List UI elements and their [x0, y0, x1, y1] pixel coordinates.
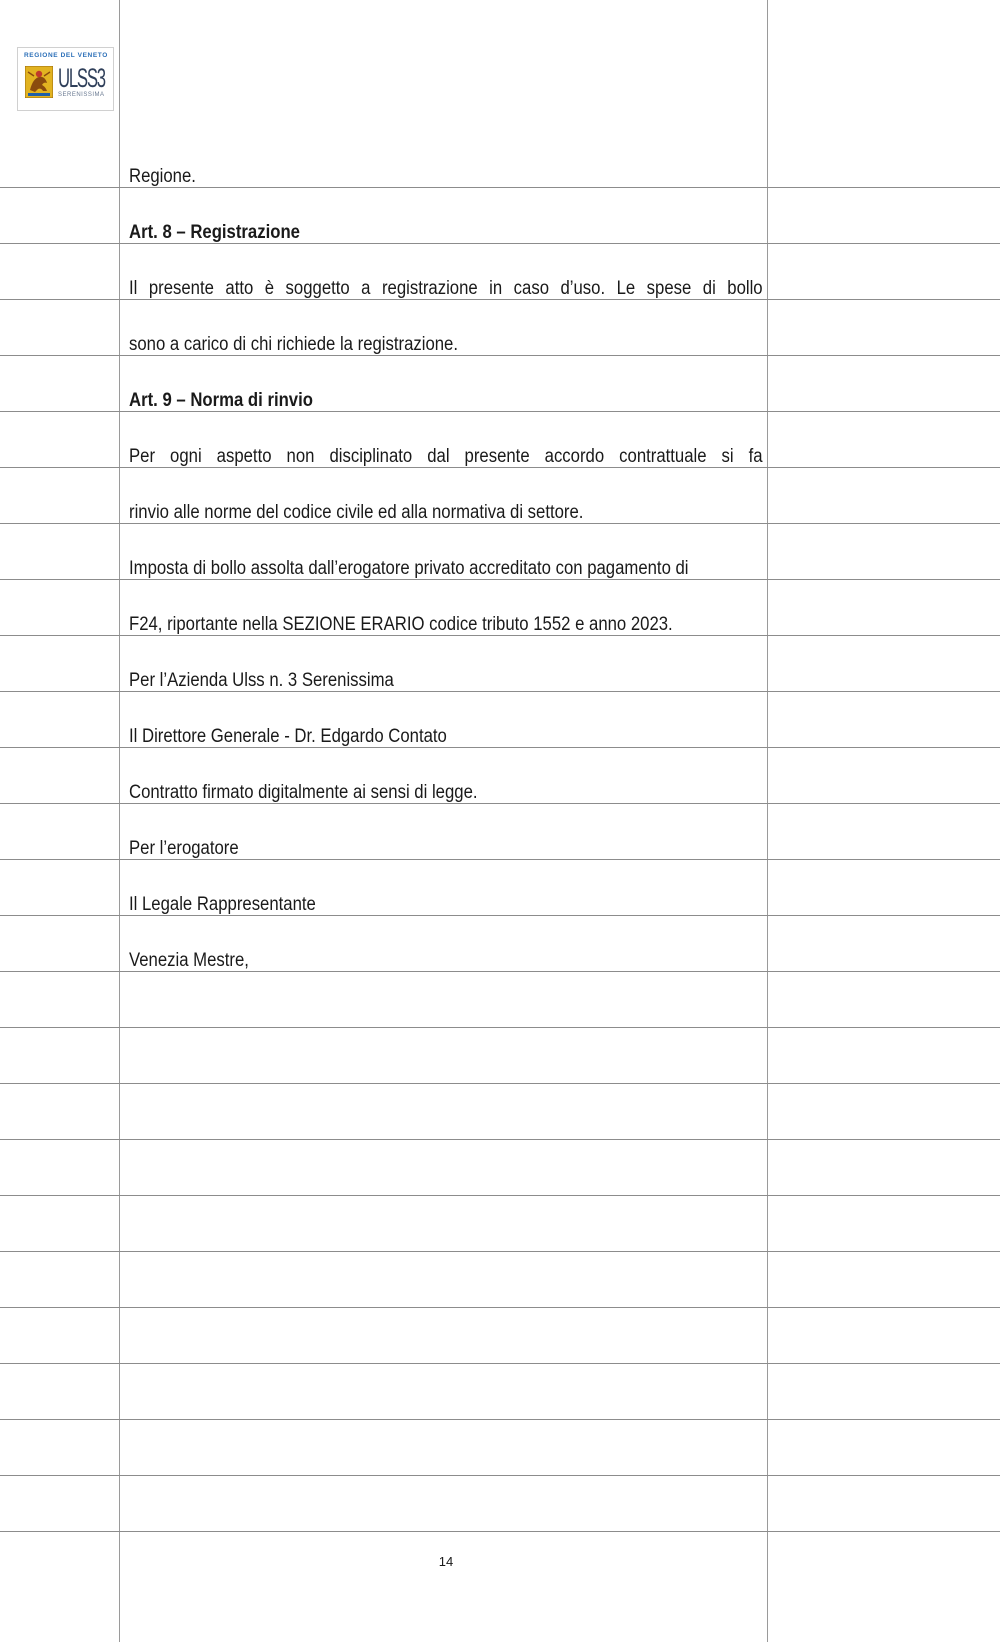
ruled-line [0, 1195, 1000, 1196]
ruled-line [0, 1027, 1000, 1028]
article-heading: Art. 8 – Registrazione [129, 222, 300, 243]
signature-block-line: Contratto firmato digitalmente ai sensi di legge. [129, 782, 478, 803]
signature-block-line: Il Direttore Generale - Dr. Edgardo Contato [129, 726, 447, 747]
logo-name-text: ULSS3 [58, 63, 105, 93]
signature-block-line: Per l’Azienda Ulss n. 3 Serenissima [129, 670, 394, 691]
article-heading: Art. 9 – Norma di rinvio [129, 390, 313, 411]
text-line: Regione. [129, 166, 196, 187]
ruled-line [0, 1363, 1000, 1364]
ulss3-logo [17, 47, 114, 111]
text-line: rinvio alle norme del codice civile ed alla normativa di settore. [129, 502, 584, 523]
ruled-line [0, 1475, 1000, 1476]
text-line: F24, riportante nella SEZIONE ERARIO codice tributo 1552 e anno 2023. [129, 614, 673, 635]
signature-block-line: Il Legale Rappresentante [129, 894, 316, 915]
text-line: Il presente atto è soggetto a registrazione in caso d’uso. Le spese di bollo [129, 278, 763, 299]
page-number: 14 [438, 1554, 454, 1569]
ruled-line [0, 1531, 1000, 1532]
signature-block-line: Per l’erogatore [129, 838, 239, 859]
ruled-line [0, 1419, 1000, 1420]
right-margin-rule [767, 0, 768, 1642]
logo-region-text: REGIONE DEL VENETO [24, 52, 108, 59]
left-margin-rule [119, 0, 120, 1642]
ruled-line [0, 1139, 1000, 1140]
text-line: Per ogni aspetto non disciplinato dal presente accordo contrattuale si fa [129, 446, 763, 467]
text-line: sono a carico di chi richiede la registrazione. [129, 334, 458, 355]
ruled-line [0, 1307, 1000, 1308]
place-date-line: Venezia Mestre, [129, 950, 249, 971]
lion-emblem-icon [25, 66, 53, 98]
ruled-line [0, 1251, 1000, 1252]
logo-subtitle-text: SERENISSIMA [58, 92, 105, 98]
text-line: Imposta di bollo assolta dall’erogatore privato accreditato con pagamento di [129, 558, 689, 579]
ruled-line [0, 1083, 1000, 1084]
